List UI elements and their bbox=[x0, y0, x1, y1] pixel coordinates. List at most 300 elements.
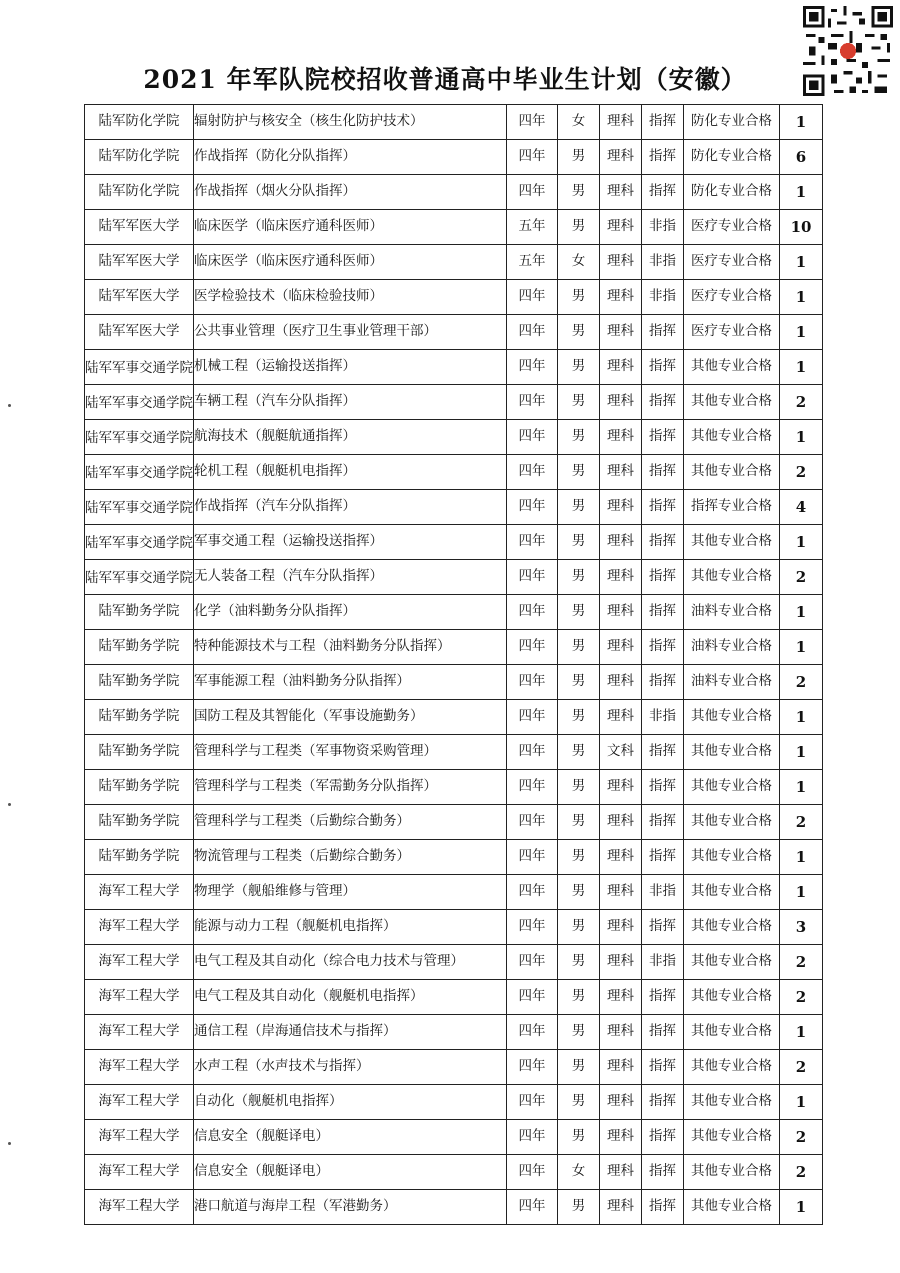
table-row bbox=[85, 105, 823, 140]
school-cell: 陆军防化学院 bbox=[85, 175, 194, 210]
count-cell: 1 bbox=[780, 280, 823, 315]
type-cell: 指挥 bbox=[642, 1085, 684, 1120]
count-cell: 2 bbox=[780, 385, 823, 420]
sex-cell: 男 bbox=[558, 980, 600, 1015]
school-cell: 陆军军医大学 bbox=[85, 210, 194, 245]
major-cell: 机械工程（运输投送指挥） bbox=[194, 350, 507, 385]
subject-cell: 文科 bbox=[600, 735, 642, 770]
table-row bbox=[85, 1155, 823, 1190]
subject-cell: 理科 bbox=[600, 420, 642, 455]
type-cell: 指挥 bbox=[642, 175, 684, 210]
subject-cell: 理科 bbox=[600, 350, 642, 385]
school-name-text: 陆军军事交通学院 bbox=[85, 429, 193, 446]
major-cell: 物流管理与工程类（后勤综合勤务） bbox=[194, 840, 507, 875]
count-cell: 3 bbox=[780, 910, 823, 945]
sex-cell: 男 bbox=[558, 455, 600, 490]
count-cell: 2 bbox=[780, 1120, 823, 1155]
requirement-cell: 其他专业合格 bbox=[684, 945, 780, 980]
major-cell: 管理科学与工程类（军事物资采购管理） bbox=[194, 735, 507, 770]
major-cell: 国防工程及其智能化（军事设施勤务） bbox=[194, 700, 507, 735]
type-cell: 非指 bbox=[642, 280, 684, 315]
years-cell: 四年 bbox=[507, 1155, 558, 1190]
scan-speck bbox=[8, 404, 11, 407]
count-cell: 1 bbox=[780, 525, 823, 560]
years-cell: 四年 bbox=[507, 1085, 558, 1120]
sex-cell: 男 bbox=[558, 630, 600, 665]
school-cell: 海军工程大学 bbox=[85, 1190, 194, 1225]
subject-cell: 理科 bbox=[600, 140, 642, 175]
count-cell: 2 bbox=[780, 805, 823, 840]
count-cell: 2 bbox=[780, 455, 823, 490]
sex-cell: 男 bbox=[558, 385, 600, 420]
school-cell: 陆军军医大学 bbox=[85, 280, 194, 315]
school-cell: 陆军勤务学院 bbox=[85, 840, 194, 875]
school-cell: 陆军勤务学院 bbox=[85, 770, 194, 805]
major-cell: 信息安全（舰艇译电） bbox=[194, 1155, 507, 1190]
table-row bbox=[85, 945, 823, 980]
years-cell: 四年 bbox=[507, 770, 558, 805]
subject-cell: 理科 bbox=[600, 875, 642, 910]
school-cell: 陆军勤务学院 bbox=[85, 665, 194, 700]
school-cell: 陆军勤务学院 bbox=[85, 805, 194, 840]
sex-cell: 男 bbox=[558, 1120, 600, 1155]
subject-cell: 理科 bbox=[600, 980, 642, 1015]
table-row bbox=[85, 385, 823, 420]
requirement-cell: 医疗专业合格 bbox=[684, 280, 780, 315]
count-cell: 1 bbox=[780, 1085, 823, 1120]
sex-cell: 男 bbox=[558, 875, 600, 910]
requirement-cell: 其他专业合格 bbox=[684, 350, 780, 385]
sex-cell: 男 bbox=[558, 315, 600, 350]
count-cell: 1 bbox=[780, 175, 823, 210]
table-row bbox=[85, 1085, 823, 1120]
years-cell: 四年 bbox=[507, 525, 558, 560]
admission-plan-table bbox=[84, 104, 823, 1225]
count-cell: 1 bbox=[780, 350, 823, 385]
table-row bbox=[85, 840, 823, 875]
sex-cell: 女 bbox=[558, 245, 600, 280]
sex-cell: 女 bbox=[558, 1155, 600, 1190]
requirement-cell: 其他专业合格 bbox=[684, 525, 780, 560]
years-cell: 四年 bbox=[507, 980, 558, 1015]
type-cell: 指挥 bbox=[642, 735, 684, 770]
school-cell: 陆军军医大学 bbox=[85, 315, 194, 350]
sex-cell: 男 bbox=[558, 560, 600, 595]
table-row bbox=[85, 490, 823, 525]
sex-cell: 男 bbox=[558, 525, 600, 560]
table-row bbox=[85, 1015, 823, 1050]
subject-cell: 理科 bbox=[600, 1190, 642, 1225]
years-cell: 四年 bbox=[507, 595, 558, 630]
school-cell: 陆军勤务学院 bbox=[85, 700, 194, 735]
school-name-text: 陆军军事交通学院 bbox=[85, 569, 193, 586]
type-cell: 指挥 bbox=[642, 350, 684, 385]
type-cell: 指挥 bbox=[642, 1015, 684, 1050]
sex-cell: 男 bbox=[558, 350, 600, 385]
requirement-cell: 其他专业合格 bbox=[684, 1085, 780, 1120]
requirement-cell: 油料专业合格 bbox=[684, 665, 780, 700]
requirement-cell: 其他专业合格 bbox=[684, 385, 780, 420]
table-row bbox=[85, 245, 823, 280]
table-row bbox=[85, 980, 823, 1015]
years-cell: 四年 bbox=[507, 700, 558, 735]
sex-cell: 男 bbox=[558, 595, 600, 630]
years-cell: 四年 bbox=[507, 630, 558, 665]
requirement-cell: 其他专业合格 bbox=[684, 770, 780, 805]
type-cell: 指挥 bbox=[642, 595, 684, 630]
type-cell: 指挥 bbox=[642, 140, 684, 175]
table-row bbox=[85, 420, 823, 455]
sex-cell: 男 bbox=[558, 770, 600, 805]
subject-cell: 理科 bbox=[600, 560, 642, 595]
sex-cell: 男 bbox=[558, 805, 600, 840]
major-cell: 通信工程（岸海通信技术与指挥） bbox=[194, 1015, 507, 1050]
table-row bbox=[85, 1120, 823, 1155]
count-cell: 1 bbox=[780, 735, 823, 770]
years-cell: 四年 bbox=[507, 665, 558, 700]
years-cell: 四年 bbox=[507, 175, 558, 210]
table-row bbox=[85, 665, 823, 700]
count-cell: 1 bbox=[780, 1015, 823, 1050]
school-cell: 海军工程大学 bbox=[85, 1085, 194, 1120]
subject-cell: 理科 bbox=[600, 840, 642, 875]
type-cell: 指挥 bbox=[642, 840, 684, 875]
count-cell: 2 bbox=[780, 1155, 823, 1190]
table-row bbox=[85, 910, 823, 945]
type-cell: 非指 bbox=[642, 875, 684, 910]
table-row bbox=[85, 735, 823, 770]
type-cell: 非指 bbox=[642, 245, 684, 280]
years-cell: 四年 bbox=[507, 280, 558, 315]
sex-cell: 男 bbox=[558, 175, 600, 210]
years-cell: 四年 bbox=[507, 1015, 558, 1050]
table-row bbox=[85, 280, 823, 315]
years-cell: 四年 bbox=[507, 875, 558, 910]
subject-cell: 理科 bbox=[600, 910, 642, 945]
subject-cell: 理科 bbox=[600, 175, 642, 210]
sex-cell: 男 bbox=[558, 280, 600, 315]
table-row bbox=[85, 525, 823, 560]
subject-cell: 理科 bbox=[600, 700, 642, 735]
count-cell: 2 bbox=[780, 980, 823, 1015]
major-cell: 作战指挥（烟火分队指挥） bbox=[194, 175, 507, 210]
count-cell: 2 bbox=[780, 665, 823, 700]
requirement-cell: 其他专业合格 bbox=[684, 1050, 780, 1085]
type-cell: 指挥 bbox=[642, 490, 684, 525]
table-row bbox=[85, 770, 823, 805]
requirement-cell: 其他专业合格 bbox=[684, 1155, 780, 1190]
requirement-cell: 其他专业合格 bbox=[684, 980, 780, 1015]
qr-code-icon bbox=[803, 6, 893, 96]
school-cell bbox=[85, 560, 194, 595]
subject-cell: 理科 bbox=[600, 1155, 642, 1190]
subject-cell: 理科 bbox=[600, 210, 642, 245]
count-cell: 1 bbox=[780, 770, 823, 805]
major-cell: 临床医学（临床医疗通科医师） bbox=[194, 245, 507, 280]
count-cell: 1 bbox=[780, 1190, 823, 1225]
type-cell: 指挥 bbox=[642, 420, 684, 455]
sex-cell: 男 bbox=[558, 910, 600, 945]
years-cell: 四年 bbox=[507, 315, 558, 350]
table-row bbox=[85, 1190, 823, 1225]
school-cell: 海军工程大学 bbox=[85, 875, 194, 910]
subject-cell: 理科 bbox=[600, 105, 642, 140]
table-row bbox=[85, 455, 823, 490]
requirement-cell: 其他专业合格 bbox=[684, 560, 780, 595]
sex-cell: 男 bbox=[558, 490, 600, 525]
requirement-cell: 其他专业合格 bbox=[684, 875, 780, 910]
school-cell: 海军工程大学 bbox=[85, 1015, 194, 1050]
requirement-cell: 医疗专业合格 bbox=[684, 210, 780, 245]
requirement-cell: 油料专业合格 bbox=[684, 630, 780, 665]
subject-cell: 理科 bbox=[600, 385, 642, 420]
subject-cell: 理科 bbox=[600, 805, 642, 840]
scan-speck bbox=[8, 1142, 11, 1145]
count-cell: 1 bbox=[780, 105, 823, 140]
sex-cell: 男 bbox=[558, 1190, 600, 1225]
requirement-cell: 其他专业合格 bbox=[684, 1120, 780, 1155]
school-cell: 海军工程大学 bbox=[85, 1120, 194, 1155]
school-cell: 海军工程大学 bbox=[85, 910, 194, 945]
school-cell bbox=[85, 455, 194, 490]
major-cell: 能源与动力工程（舰艇机电指挥） bbox=[194, 910, 507, 945]
years-cell: 五年 bbox=[507, 210, 558, 245]
school-cell: 陆军勤务学院 bbox=[85, 595, 194, 630]
requirement-cell: 医疗专业合格 bbox=[684, 245, 780, 280]
school-cell: 海军工程大学 bbox=[85, 945, 194, 980]
subject-cell: 理科 bbox=[600, 315, 642, 350]
school-cell bbox=[85, 385, 194, 420]
count-cell: 1 bbox=[780, 315, 823, 350]
subject-cell: 理科 bbox=[600, 1050, 642, 1085]
subject-cell: 理科 bbox=[600, 245, 642, 280]
major-cell: 公共事业管理（医疗卫生事业管理干部） bbox=[194, 315, 507, 350]
count-cell: 1 bbox=[780, 245, 823, 280]
major-cell: 自动化（舰艇机电指挥） bbox=[194, 1085, 507, 1120]
sex-cell: 男 bbox=[558, 665, 600, 700]
years-cell: 四年 bbox=[507, 945, 558, 980]
requirement-cell: 其他专业合格 bbox=[684, 1015, 780, 1050]
school-cell bbox=[85, 350, 194, 385]
type-cell: 指挥 bbox=[642, 630, 684, 665]
count-cell: 1 bbox=[780, 700, 823, 735]
sex-cell: 女 bbox=[558, 105, 600, 140]
sex-cell: 男 bbox=[558, 735, 600, 770]
count-cell: 6 bbox=[780, 140, 823, 175]
school-cell bbox=[85, 490, 194, 525]
years-cell: 四年 bbox=[507, 805, 558, 840]
count-cell: 1 bbox=[780, 875, 823, 910]
school-cell: 海军工程大学 bbox=[85, 980, 194, 1015]
school-name-text: 陆军军事交通学院 bbox=[85, 464, 193, 481]
sex-cell: 男 bbox=[558, 840, 600, 875]
subject-cell: 理科 bbox=[600, 455, 642, 490]
major-cell: 军事能源工程（油料勤务分队指挥） bbox=[194, 665, 507, 700]
school-name-text: 陆军军事交通学院 bbox=[85, 359, 193, 376]
type-cell: 指挥 bbox=[642, 455, 684, 490]
count-cell: 4 bbox=[780, 490, 823, 525]
requirement-cell: 油料专业合格 bbox=[684, 595, 780, 630]
count-cell: 1 bbox=[780, 420, 823, 455]
type-cell: 指挥 bbox=[642, 315, 684, 350]
count-cell: 1 bbox=[780, 630, 823, 665]
type-cell: 指挥 bbox=[642, 560, 684, 595]
requirement-cell: 其他专业合格 bbox=[684, 455, 780, 490]
table-row bbox=[85, 140, 823, 175]
type-cell: 指挥 bbox=[642, 105, 684, 140]
count-cell: 2 bbox=[780, 560, 823, 595]
subject-cell: 理科 bbox=[600, 945, 642, 980]
sex-cell: 男 bbox=[558, 700, 600, 735]
major-cell: 临床医学（临床医疗通科医师） bbox=[194, 210, 507, 245]
requirement-cell: 其他专业合格 bbox=[684, 805, 780, 840]
table-row bbox=[85, 630, 823, 665]
major-cell: 信息安全（舰艇译电） bbox=[194, 1120, 507, 1155]
count-cell: 1 bbox=[780, 595, 823, 630]
major-cell: 医学检验技术（临床检验技师） bbox=[194, 280, 507, 315]
subject-cell: 理科 bbox=[600, 1120, 642, 1155]
count-cell: 10 bbox=[780, 210, 823, 245]
requirement-cell: 医疗专业合格 bbox=[684, 315, 780, 350]
count-cell: 2 bbox=[780, 1050, 823, 1085]
major-cell: 军事交通工程（运输投送指挥） bbox=[194, 525, 507, 560]
sex-cell: 男 bbox=[558, 210, 600, 245]
school-cell: 陆军勤务学院 bbox=[85, 630, 194, 665]
type-cell: 指挥 bbox=[642, 665, 684, 700]
major-cell: 物理学（舰船维修与管理） bbox=[194, 875, 507, 910]
table-row bbox=[85, 560, 823, 595]
years-cell: 四年 bbox=[507, 455, 558, 490]
major-cell: 航海技术（舰艇航通指挥） bbox=[194, 420, 507, 455]
major-cell: 作战指挥（防化分队指挥） bbox=[194, 140, 507, 175]
major-cell: 轮机工程（舰艇机电指挥） bbox=[194, 455, 507, 490]
major-cell: 水声工程（水声技术与指挥） bbox=[194, 1050, 507, 1085]
table-row bbox=[85, 595, 823, 630]
school-name-text: 陆军军事交通学院 bbox=[85, 394, 193, 411]
table-row bbox=[85, 210, 823, 245]
years-cell: 四年 bbox=[507, 140, 558, 175]
type-cell: 非指 bbox=[642, 700, 684, 735]
table-row bbox=[85, 175, 823, 210]
years-cell: 四年 bbox=[507, 1120, 558, 1155]
type-cell: 指挥 bbox=[642, 1155, 684, 1190]
major-cell: 无人装备工程（汽车分队指挥） bbox=[194, 560, 507, 595]
requirement-cell: 其他专业合格 bbox=[684, 735, 780, 770]
sex-cell: 男 bbox=[558, 1015, 600, 1050]
subject-cell: 理科 bbox=[600, 665, 642, 700]
school-cell: 陆军防化学院 bbox=[85, 105, 194, 140]
major-cell: 特种能源技术与工程（油料勤务分队指挥） bbox=[194, 630, 507, 665]
scan-speck bbox=[8, 803, 11, 806]
major-cell: 电气工程及其自动化（舰艇机电指挥） bbox=[194, 980, 507, 1015]
major-cell: 车辆工程（汽车分队指挥） bbox=[194, 385, 507, 420]
years-cell: 四年 bbox=[507, 385, 558, 420]
subject-cell: 理科 bbox=[600, 525, 642, 560]
requirement-cell: 其他专业合格 bbox=[684, 700, 780, 735]
subject-cell: 理科 bbox=[600, 595, 642, 630]
type-cell: 非指 bbox=[642, 210, 684, 245]
requirement-cell: 其他专业合格 bbox=[684, 420, 780, 455]
requirement-cell: 其他专业合格 bbox=[684, 910, 780, 945]
sex-cell: 男 bbox=[558, 140, 600, 175]
type-cell: 指挥 bbox=[642, 1120, 684, 1155]
years-cell: 四年 bbox=[507, 910, 558, 945]
type-cell: 指挥 bbox=[642, 1050, 684, 1085]
years-cell: 四年 bbox=[507, 350, 558, 385]
years-cell: 五年 bbox=[507, 245, 558, 280]
subject-cell: 理科 bbox=[600, 280, 642, 315]
school-cell: 陆军勤务学院 bbox=[85, 735, 194, 770]
table-row bbox=[85, 805, 823, 840]
major-cell: 港口航道与海岸工程（军港勤务） bbox=[194, 1190, 507, 1225]
count-cell: 1 bbox=[780, 840, 823, 875]
years-cell: 四年 bbox=[507, 840, 558, 875]
subject-cell: 理科 bbox=[600, 770, 642, 805]
major-cell: 管理科学与工程类（后勤综合勤务） bbox=[194, 805, 507, 840]
subject-cell: 理科 bbox=[600, 630, 642, 665]
major-cell: 作战指挥（汽车分队指挥） bbox=[194, 490, 507, 525]
requirement-cell: 其他专业合格 bbox=[684, 1190, 780, 1225]
type-cell: 指挥 bbox=[642, 910, 684, 945]
type-cell: 非指 bbox=[642, 945, 684, 980]
major-cell: 化学（油料勤务分队指挥） bbox=[194, 595, 507, 630]
years-cell: 四年 bbox=[507, 735, 558, 770]
type-cell: 指挥 bbox=[642, 1190, 684, 1225]
sex-cell: 男 bbox=[558, 420, 600, 455]
major-cell: 辐射防护与核安全（核生化防护技术） bbox=[194, 105, 507, 140]
table-row bbox=[85, 1050, 823, 1085]
years-cell: 四年 bbox=[507, 1050, 558, 1085]
school-cell bbox=[85, 525, 194, 560]
table-row bbox=[85, 350, 823, 385]
years-cell: 四年 bbox=[507, 1190, 558, 1225]
requirement-cell: 其他专业合格 bbox=[684, 840, 780, 875]
major-cell: 管理科学与工程类（军需勤务分队指挥） bbox=[194, 770, 507, 805]
requirement-cell: 防化专业合格 bbox=[684, 140, 780, 175]
school-cell: 海军工程大学 bbox=[85, 1155, 194, 1190]
major-cell: 电气工程及其自动化（综合电力技术与管理） bbox=[194, 945, 507, 980]
requirement-cell: 防化专业合格 bbox=[684, 105, 780, 140]
table-row bbox=[85, 875, 823, 910]
sex-cell: 男 bbox=[558, 1085, 600, 1120]
sex-cell: 男 bbox=[558, 945, 600, 980]
requirement-cell: 防化专业合格 bbox=[684, 175, 780, 210]
school-name-text: 陆军军事交通学院 bbox=[85, 534, 193, 551]
school-cell: 陆军防化学院 bbox=[85, 140, 194, 175]
school-cell: 陆军军医大学 bbox=[85, 245, 194, 280]
type-cell: 指挥 bbox=[642, 805, 684, 840]
subject-cell: 理科 bbox=[600, 490, 642, 525]
table-row bbox=[85, 315, 823, 350]
type-cell: 指挥 bbox=[642, 980, 684, 1015]
count-cell: 2 bbox=[780, 945, 823, 980]
type-cell: 指挥 bbox=[642, 525, 684, 560]
subject-cell: 理科 bbox=[600, 1015, 642, 1050]
years-cell: 四年 bbox=[507, 105, 558, 140]
subject-cell: 理科 bbox=[600, 1085, 642, 1120]
type-cell: 指挥 bbox=[642, 770, 684, 805]
years-cell: 四年 bbox=[507, 420, 558, 455]
years-cell: 四年 bbox=[507, 560, 558, 595]
table-row bbox=[85, 700, 823, 735]
sex-cell: 男 bbox=[558, 1050, 600, 1085]
years-cell: 四年 bbox=[507, 490, 558, 525]
school-cell bbox=[85, 420, 194, 455]
school-name-text: 陆军军事交通学院 bbox=[85, 499, 193, 516]
school-cell: 海军工程大学 bbox=[85, 1050, 194, 1085]
type-cell: 指挥 bbox=[642, 385, 684, 420]
requirement-cell: 指挥专业合格 bbox=[684, 490, 780, 525]
